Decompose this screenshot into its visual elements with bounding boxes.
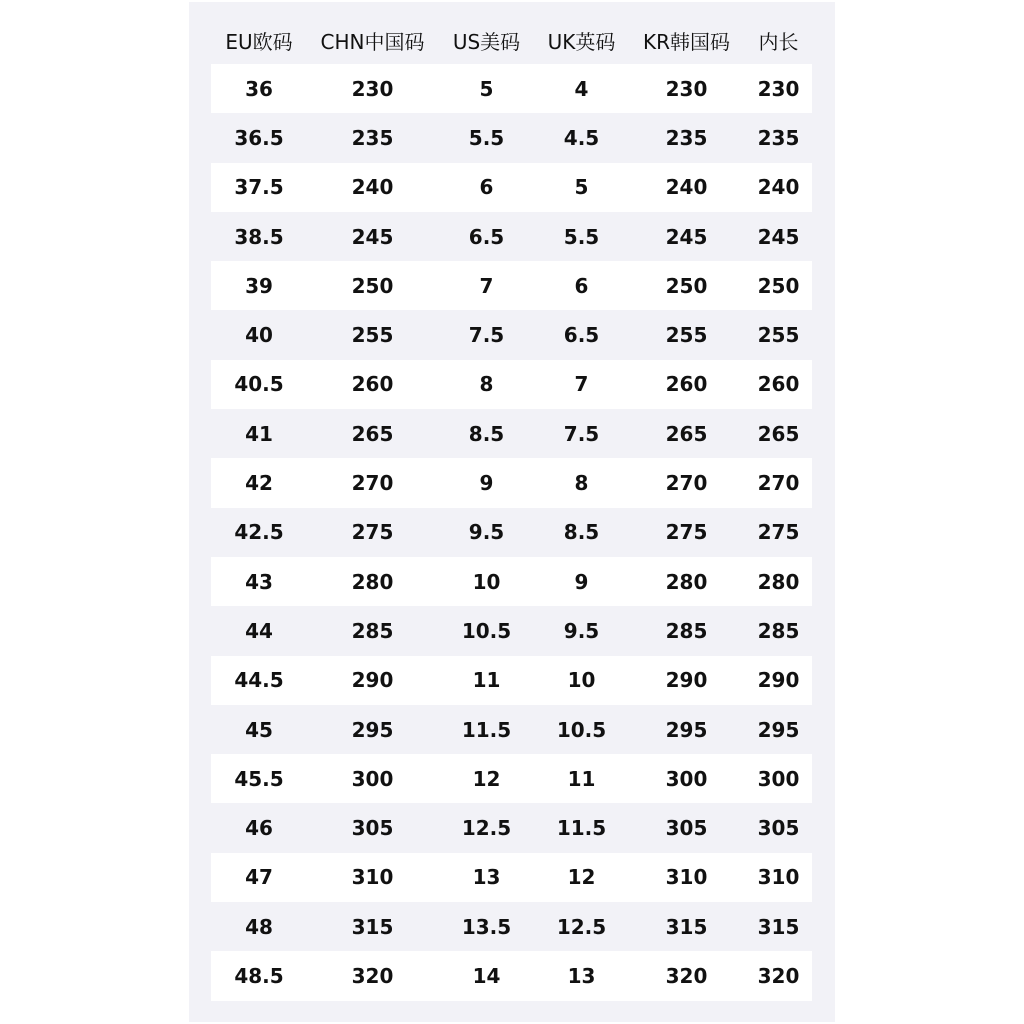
cell-us: 12 <box>472 766 501 791</box>
cell-uk: 11 <box>567 766 596 791</box>
cell-eu: 44.5 <box>234 668 284 693</box>
cell-uk: 13 <box>567 963 596 988</box>
cell-chn: 315 <box>351 914 394 939</box>
table-row <box>211 261 812 310</box>
cell-eu: 48 <box>245 914 273 939</box>
cell-eu: 36.5 <box>234 125 284 150</box>
cell-us: 14 <box>472 963 501 988</box>
table-row <box>211 902 812 951</box>
cell-eu: 41 <box>245 421 273 446</box>
cell-uk: 6.5 <box>563 323 600 348</box>
cell-uk: 8.5 <box>563 520 600 545</box>
cell-inner-length: 305 <box>757 816 800 841</box>
header-eu: EU欧码 <box>225 29 293 54</box>
cell-uk: 7.5 <box>563 421 600 446</box>
cell-eu: 36 <box>245 76 273 101</box>
cell-inner-length: 270 <box>757 471 800 496</box>
cell-chn: 280 <box>351 569 394 594</box>
cell-eu: 40.5 <box>234 372 284 397</box>
table-row <box>211 212 812 261</box>
cell-kr: 245 <box>665 224 708 249</box>
cell-inner-length: 260 <box>757 372 800 397</box>
cell-uk: 8 <box>574 471 589 496</box>
cell-us: 5.5 <box>468 125 505 150</box>
cell-inner-length: 250 <box>757 273 800 298</box>
cell-inner-length: 240 <box>757 175 800 200</box>
cell-kr: 230 <box>665 76 708 101</box>
cell-kr: 310 <box>665 865 708 890</box>
cell-us: 12.5 <box>461 816 512 841</box>
header-us: US美码 <box>452 29 521 54</box>
header-uk: UK英码 <box>547 29 616 54</box>
cell-us: 11.5 <box>461 717 512 742</box>
cell-us: 13 <box>472 865 501 890</box>
table-row <box>211 409 812 458</box>
cell-uk: 12.5 <box>556 914 607 939</box>
cell-us: 7 <box>479 273 494 298</box>
cell-inner-length: 315 <box>757 914 800 939</box>
cell-eu: 44 <box>245 618 273 643</box>
cell-uk: 5.5 <box>563 224 600 249</box>
table-row <box>211 163 812 212</box>
cell-inner-length: 255 <box>757 323 800 348</box>
cell-kr: 315 <box>665 914 708 939</box>
table-row <box>211 705 812 754</box>
table-row <box>211 64 812 113</box>
cell-kr: 265 <box>665 421 708 446</box>
cell-kr: 320 <box>665 963 708 988</box>
cell-us: 6.5 <box>468 224 505 249</box>
table-row <box>211 508 812 557</box>
cell-kr: 290 <box>665 668 708 693</box>
cell-chn: 275 <box>351 520 394 545</box>
cell-eu: 39 <box>245 273 273 298</box>
table-row <box>211 853 812 902</box>
table-row <box>211 113 812 162</box>
cell-inner-length: 300 <box>757 766 800 791</box>
cell-us: 10.5 <box>461 618 512 643</box>
cell-chn: 295 <box>351 717 394 742</box>
cell-us: 13.5 <box>461 914 512 939</box>
header-row <box>211 16 812 64</box>
cell-chn: 245 <box>351 224 394 249</box>
cell-us: 8.5 <box>468 421 505 446</box>
cell-us: 6 <box>479 175 494 200</box>
table-row <box>211 754 812 803</box>
cell-inner-length: 290 <box>757 668 800 693</box>
header-chn: CHN中国码 <box>320 29 425 54</box>
cell-uk: 9 <box>574 569 589 594</box>
cell-chn: 240 <box>351 175 394 200</box>
cell-eu: 38.5 <box>234 224 284 249</box>
cell-eu: 42 <box>245 471 273 496</box>
cell-uk: 6 <box>574 273 589 298</box>
table-row <box>211 606 812 655</box>
cell-inner-length: 285 <box>757 618 800 643</box>
cell-uk: 9.5 <box>563 618 600 643</box>
cell-kr: 240 <box>665 175 708 200</box>
cell-us: 11 <box>472 668 501 693</box>
cell-chn: 270 <box>351 471 394 496</box>
table-row <box>211 310 812 359</box>
cell-kr: 305 <box>665 816 708 841</box>
cell-kr: 300 <box>665 766 708 791</box>
cell-kr: 285 <box>665 618 708 643</box>
table-row <box>211 656 812 705</box>
cell-kr: 275 <box>665 520 708 545</box>
cell-inner-length: 245 <box>757 224 800 249</box>
cell-chn: 320 <box>351 963 394 988</box>
cell-chn: 235 <box>351 125 394 150</box>
header-kr: KR韩国码 <box>642 29 730 54</box>
cell-kr: 280 <box>665 569 708 594</box>
cell-kr: 250 <box>665 273 708 298</box>
cell-inner-length: 275 <box>757 520 800 545</box>
cell-inner-length: 265 <box>757 421 800 446</box>
cell-chn: 310 <box>351 865 394 890</box>
cell-chn: 265 <box>351 421 394 446</box>
cell-inner-length: 310 <box>757 865 800 890</box>
size-chart-table <box>211 16 812 1001</box>
cell-chn: 260 <box>351 372 394 397</box>
cell-inner-length: 235 <box>757 125 800 150</box>
cell-uk: 10.5 <box>556 717 607 742</box>
cell-us: 10 <box>472 569 501 594</box>
cell-uk: 4.5 <box>563 125 600 150</box>
cell-inner-length: 295 <box>757 717 800 742</box>
cell-chn: 255 <box>351 323 394 348</box>
cell-uk: 4 <box>574 76 589 101</box>
cell-chn: 230 <box>351 76 394 101</box>
cell-eu: 45.5 <box>234 766 284 791</box>
cell-eu: 37.5 <box>234 175 284 200</box>
cell-eu: 40 <box>245 323 273 348</box>
cell-kr: 270 <box>665 471 708 496</box>
cell-chn: 290 <box>351 668 394 693</box>
size-chart-panel <box>189 2 835 1022</box>
cell-uk: 5 <box>574 175 589 200</box>
table-row <box>211 951 812 1000</box>
cell-chn: 300 <box>351 766 394 791</box>
cell-uk: 7 <box>574 372 589 397</box>
table-row <box>211 360 812 409</box>
cell-kr: 255 <box>665 323 708 348</box>
cell-uk: 11.5 <box>556 816 607 841</box>
cell-eu: 43 <box>245 569 273 594</box>
cell-chn: 285 <box>351 618 394 643</box>
cell-kr: 295 <box>665 717 708 742</box>
cell-uk: 10 <box>567 668 596 693</box>
table-row <box>211 803 812 852</box>
cell-kr: 235 <box>665 125 708 150</box>
cell-us: 9 <box>479 471 494 496</box>
cell-inner-length: 230 <box>757 76 800 101</box>
cell-us: 9.5 <box>468 520 505 545</box>
cell-eu: 45 <box>245 717 273 742</box>
cell-inner-length: 280 <box>757 569 800 594</box>
cell-kr: 260 <box>665 372 708 397</box>
table-row <box>211 557 812 606</box>
cell-inner-length: 320 <box>757 963 800 988</box>
header-inner-length: 内长 <box>758 29 799 54</box>
cell-us: 7.5 <box>468 323 505 348</box>
cell-eu: 47 <box>245 865 273 890</box>
cell-uk: 12 <box>567 865 596 890</box>
cell-us: 8 <box>479 372 494 397</box>
cell-eu: 48.5 <box>234 963 284 988</box>
cell-eu: 46 <box>245 816 273 841</box>
cell-chn: 305 <box>351 816 394 841</box>
cell-us: 5 <box>479 76 494 101</box>
table-row <box>211 458 812 507</box>
cell-eu: 42.5 <box>234 520 284 545</box>
cell-chn: 250 <box>351 273 394 298</box>
